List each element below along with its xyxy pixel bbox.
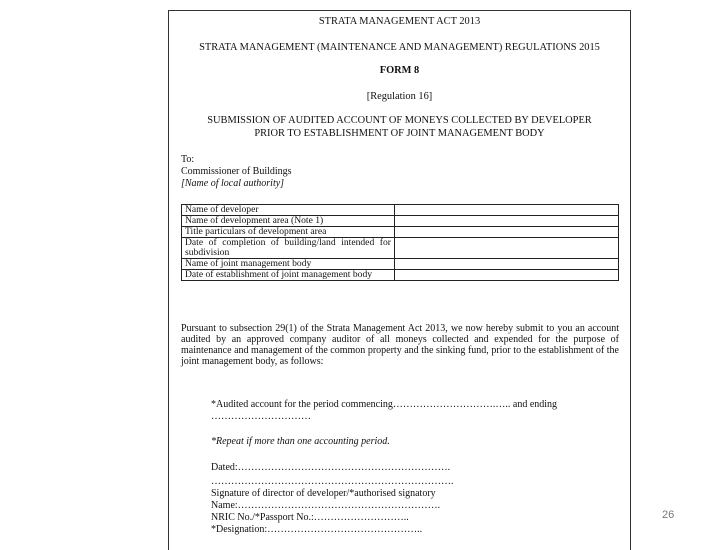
signatory-name: Name:……………………………………………………. (211, 500, 441, 511)
row-value (395, 216, 619, 227)
audited-account-line: *Audited account for the period commencing………………………….….. and ending (211, 399, 558, 410)
row-value (395, 238, 619, 259)
form-8-document (168, 10, 631, 550)
table-row (182, 205, 619, 216)
row-label: Date of establishment of joint management body (182, 270, 395, 281)
regulations-title: STRATA MANAGEMENT (MAINTENANCE AND MANAGEMENT) REGULATIONS 2015 (199, 42, 600, 53)
subject-line-1: SUBMISSION OF AUDITED ACCOUNT OF MONEYS COLLECTED BY DEVELOPER (207, 115, 592, 126)
dated-line: Dated:………………………………………………………. (211, 462, 451, 473)
row-label: Name of development area (Note 1) (182, 216, 395, 227)
addressee-commissioner: Commissioner of Buildings (181, 166, 292, 177)
row-value (395, 259, 619, 270)
addressee-to: To: (181, 154, 195, 165)
particulars-table (181, 204, 619, 281)
slide-page-number: 26 (662, 509, 675, 521)
subject-line-2: PRIOR TO ESTABLISHMENT OF JOINT MANAGEMENT BODY (254, 128, 545, 139)
table-row (182, 227, 619, 238)
repeat-note: *Repeat if more than one accounting period. (211, 436, 390, 447)
row-value (395, 205, 619, 216)
row-label: Name of joint management body (182, 259, 395, 270)
row-value (395, 270, 619, 281)
signature-blank-line: ………………………………………………………………. (211, 476, 454, 487)
signatory-nric: NRIC No./*Passport No.:……………………….. (211, 512, 409, 523)
addressee-local-authority: [Name of local authority] (181, 178, 285, 189)
submission-paragraph: Pursuant to subsection 29(1) of the Strata Management Act 2013, we now hereby submit to you an account audited by an approved company auditor of all moneys collected and expended for the purpose of maintenance and management of the common property and the sinking fund, prior to the establishment of the joint management body, as follows: (181, 323, 619, 367)
signatory-designation: *Designation:……………………………………….. (211, 524, 423, 535)
form-title: FORM 8 (379, 65, 420, 76)
row-label: Date of completion of building/land intended for subdivision (182, 238, 395, 259)
table-row (182, 259, 619, 270)
table-row (182, 238, 619, 259)
row-value (395, 227, 619, 238)
audited-account-continuation: ………………………… (211, 411, 311, 422)
table-row (182, 270, 619, 281)
signature-label: Signature of director of developer/*authorised signatory (211, 488, 436, 499)
act-title: STRATA MANAGEMENT ACT 2013 (318, 16, 481, 27)
regulation-reference: [Regulation 16] (366, 91, 433, 102)
row-label: Name of developer (182, 205, 395, 216)
table-row (182, 216, 619, 227)
row-label: Title particulars of development area (182, 227, 395, 238)
